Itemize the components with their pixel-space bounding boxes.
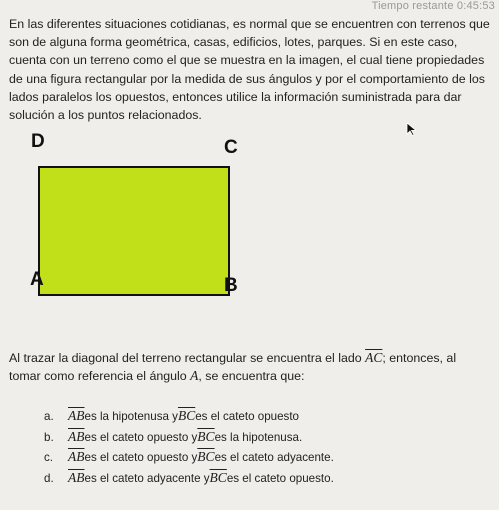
vertex-label-b: B xyxy=(224,275,238,296)
option-text: es el cateto adyacente. xyxy=(214,451,334,464)
option-letter: a. xyxy=(44,410,54,423)
option-b[interactable] xyxy=(44,429,334,450)
mouse-pointer-icon xyxy=(406,122,418,136)
option-c[interactable] xyxy=(44,449,334,470)
option-text: es el cateto opuesto y xyxy=(84,451,198,464)
question-part2: ; entonces, al tomar como referencia el ángulo xyxy=(9,351,457,384)
vertex-label-d: D xyxy=(31,131,45,152)
segment-bc: $\overline{BC}$ xyxy=(209,469,227,485)
option-letter: d. xyxy=(44,471,54,485)
segment-ab: $\overline{AB}$ xyxy=(68,449,85,464)
rectangle-figure xyxy=(0,130,499,310)
option-text: es el cateto adyacente y xyxy=(84,471,210,485)
terrain-rectangle xyxy=(38,166,230,296)
segment-ab: $\overline{AB}$ xyxy=(68,428,85,444)
angle-a: A xyxy=(190,368,199,384)
option-letter: b. xyxy=(44,430,54,444)
segment-ab: $\overline{AB}$ xyxy=(68,408,85,423)
option-text: es el cateto opuesto. xyxy=(226,471,334,485)
option-letter: c. xyxy=(44,451,54,464)
segment-ab: $\overline{AB}$ xyxy=(68,469,85,485)
segment-bc: $\overline{BC}$ xyxy=(177,408,196,423)
option-text: es el cateto opuesto y xyxy=(84,430,198,444)
option-text: es el cateto opuesto xyxy=(195,410,300,423)
option-text: es la hipotenusa y xyxy=(84,410,178,423)
question-part3: , se encuentra que: xyxy=(198,369,305,384)
intro-paragraph: En las diferentes situaciones cotidianas, es normal que se encuentren con terrenos que son de alguna forma geométrica, casas, edificios, lotes, parques. Si en este caso, cuenta con un terreno como el que se muestra en la imagen, el cual tiene propiedades de una figura rectangular por la medida de sus ángulos y por el comportamiento de los lados paralelos los opuestos, entonces utilice la información suministrada para dar solución a los puntos relacionados. xyxy=(9,17,490,123)
segment-ac: $\overline{AC}$ xyxy=(365,350,383,365)
option-a[interactable] xyxy=(44,408,334,429)
question-text xyxy=(9,349,491,386)
vertex-label-c: C xyxy=(224,137,238,158)
answer-options xyxy=(44,408,334,490)
segment-bc: $\overline{BC}$ xyxy=(197,449,215,464)
segment-bc: $\overline{BC}$ xyxy=(197,428,215,444)
question-part1: Al trazar la diagonal del terreno rectangular se encuentra el lado xyxy=(9,351,366,365)
option-text: es la hipotenusa. xyxy=(214,430,303,444)
vertex-label-a: A xyxy=(30,269,44,290)
time-remaining: Tiempo restante 0:45:53 xyxy=(371,0,495,12)
option-d[interactable] xyxy=(44,470,334,491)
